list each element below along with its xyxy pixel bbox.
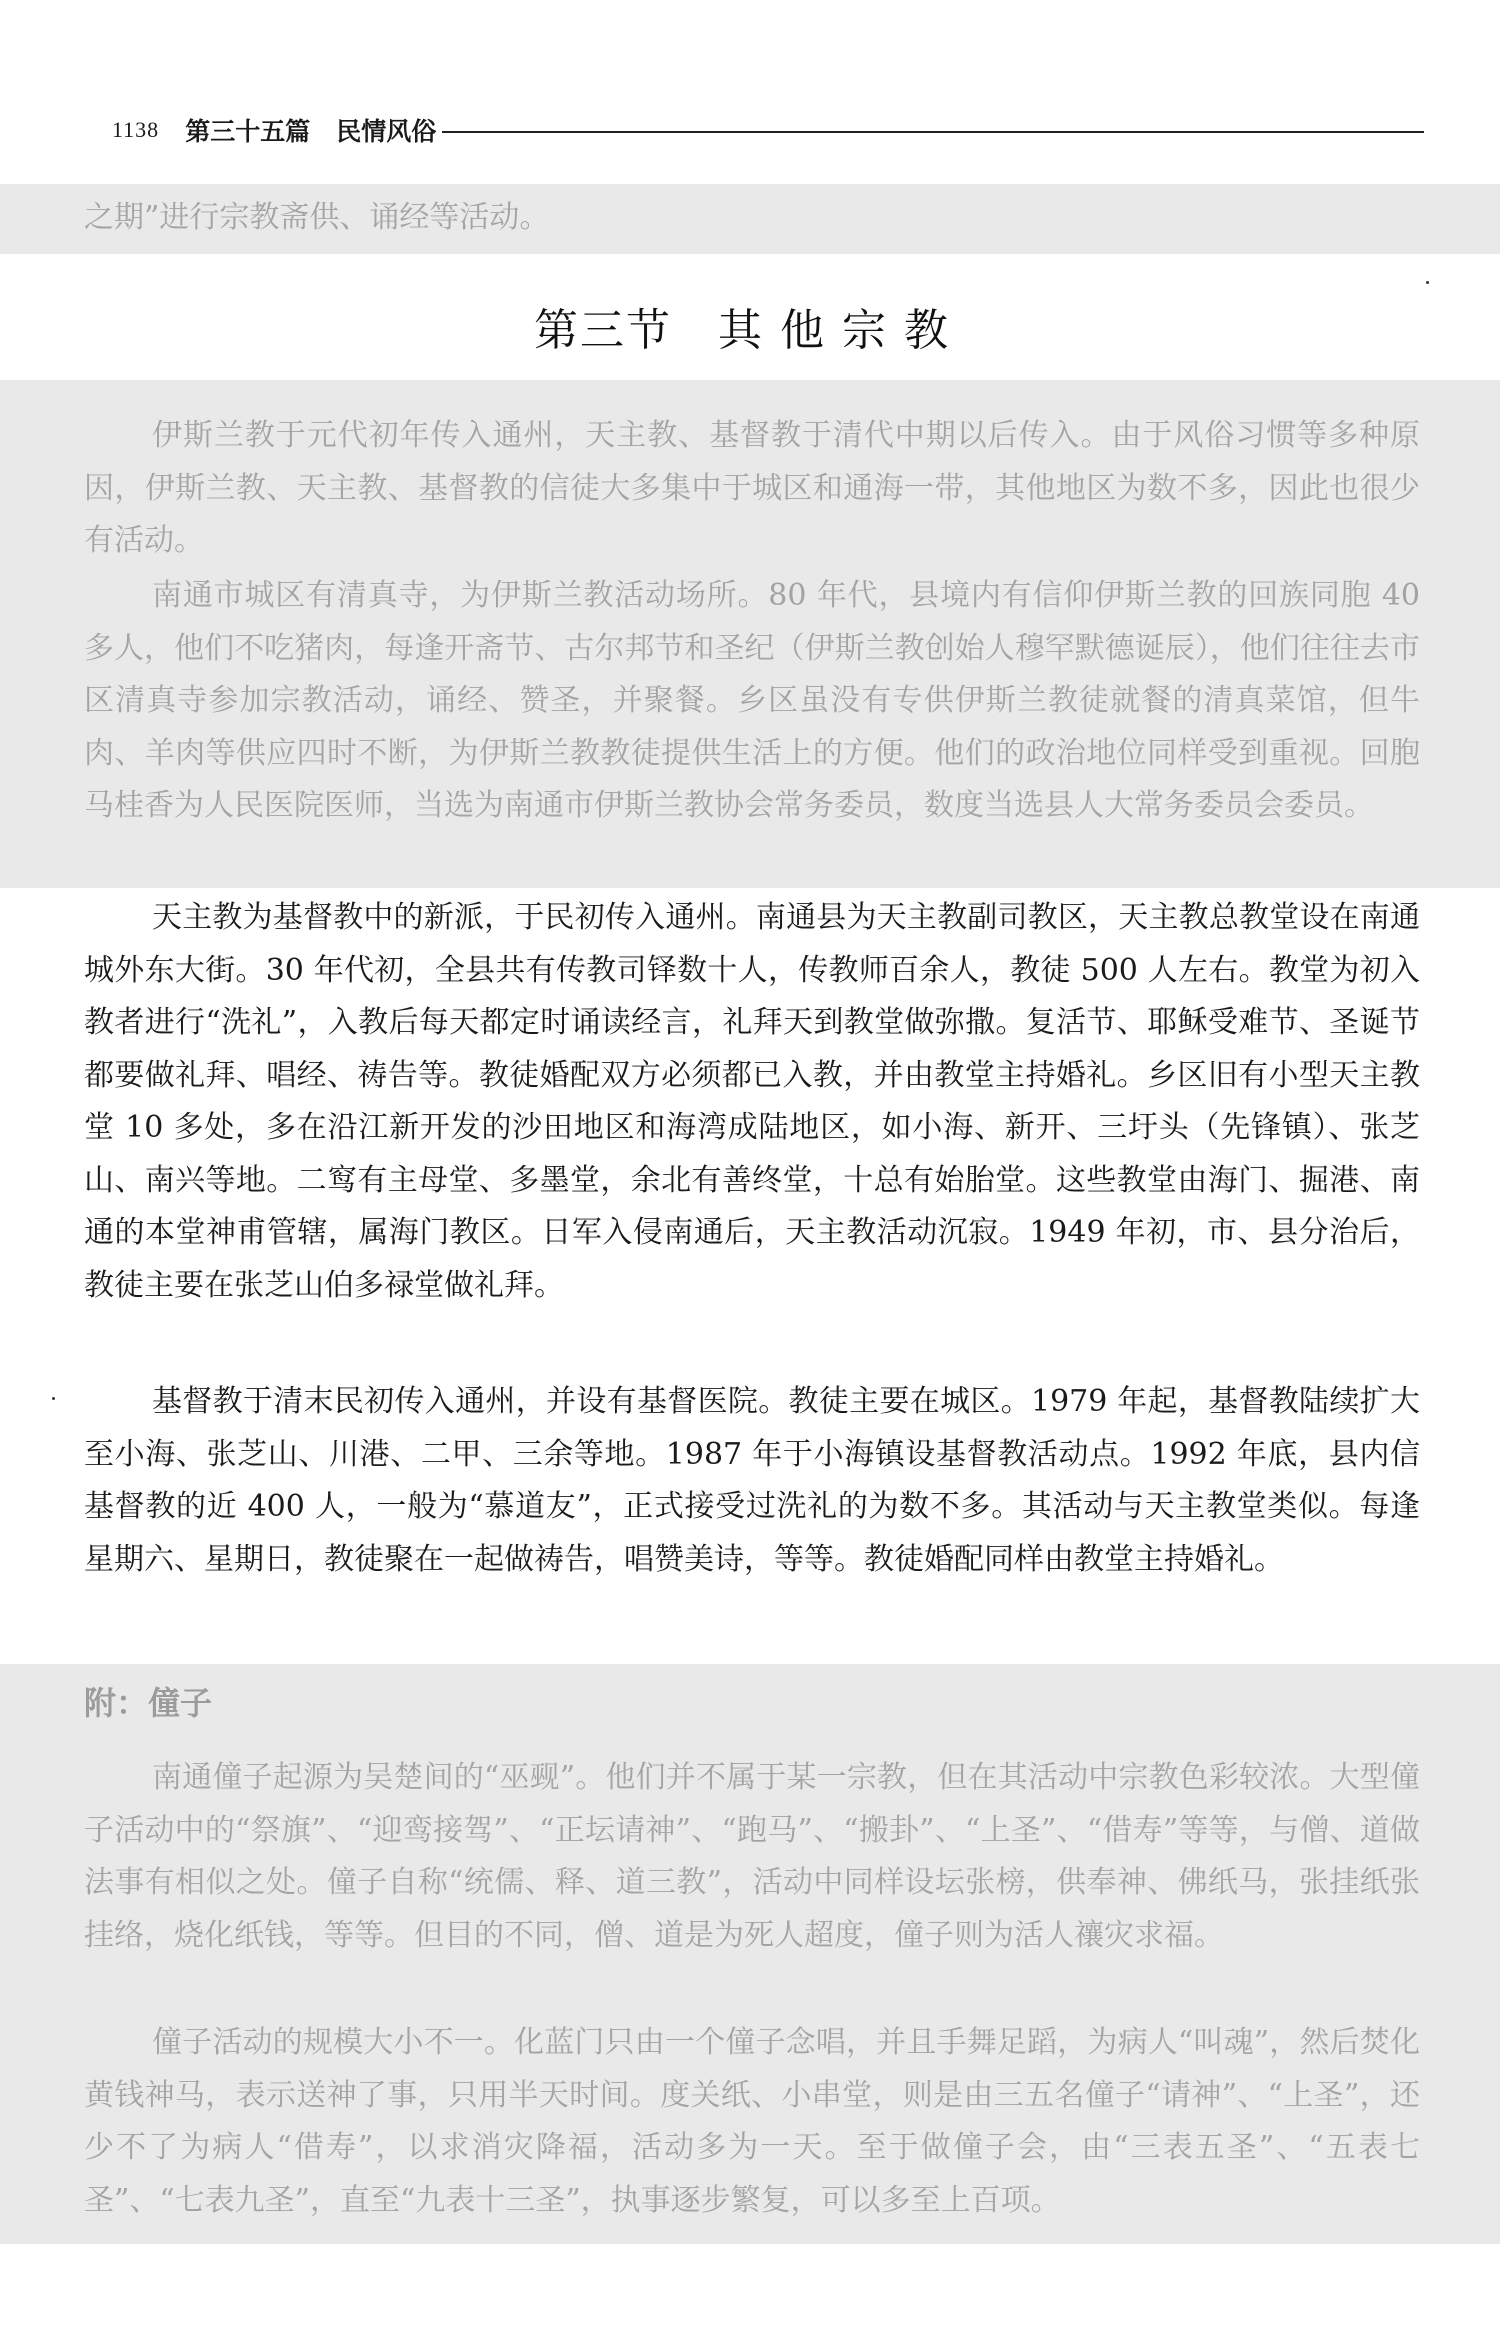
appendix-paragraph-1: 南通僮子起源为吴楚间的“巫觋”。他们并不属于某一宗教，但在其活动中宗教色彩较浓。大型僮子活动中的“祭旗”、“迎鸾接驾”、“正坛请神”、“跑马”、“搬卦”、“上圣”、“借寿”等等，与僧、道做法事有相似之处。僮子自称“统儒、释、道三教”，活动中同样设坛张榜，供奉神、佛纸马，张挂纸张挂络，烧化纸钱，等等。但目的不同，僧、道是为死人超度，僮子则为活人禳灾求福。 — [84, 1760, 1420, 1953]
appendix-heading: 附：僮子 — [84, 1684, 213, 1722]
speck-mark — [52, 1397, 55, 1400]
page-number: 1138 — [112, 117, 160, 142]
running-header — [112, 108, 1424, 152]
section-heading — [0, 294, 1500, 358]
section-title: 其他宗教 — [718, 305, 966, 356]
section-number: 第三节 — [534, 305, 672, 356]
chapter-title: 民情风俗 — [336, 117, 437, 146]
paragraph-intro: 伊斯兰教于元代初年传入通州，天主教、基督教于清代中期以后传入。由于风俗习惯等多种原因，伊斯兰教、天主教、基督教的信徒大多集中于城区和通海一带，其他地区为数不多，因此也很少有活动。 — [84, 418, 1420, 558]
speck-mark — [1426, 281, 1429, 284]
paragraph-catholic: 天主教为基督教中的新派，于民初传入通州。南通县为天主教副司教区，天主教总教堂设在南通城外东大街。30 年代初，全县共有传教司铎数十人，传教师百余人，教徒 500 人左右。教堂为初入教者进行“洗礼”，入教后每天都定时诵读经言，礼拜天到教堂做弥撒。复活节、耶稣受难节、圣诞节都要做礼拜、唱经、祷告等。教徒婚配双方必须都已入教，并由教堂主持婚礼。乡区旧有小型天主教堂 10 多处，多在沿江新开发的沙田地区和海湾成陆地区，如小海、新开、三圩头（先锋镇）、张芝山、南兴等地。二窎有主母堂、多墨堂，余北有善终堂，十总有始胎堂。这些教堂由海门、掘港、南通的本堂神甫管辖，属海门教区。日军入侵南通后，天主教活动沉寂。1949 年初，市、县分治后，教徒主要在张芝山伯多禄堂做礼拜。 — [84, 900, 1420, 1303]
part-title: 第三十五篇 — [185, 117, 311, 146]
appendix-paragraph-2: 僮子活动的规模大小不一。化蓝门只由一个僮子念唱，并且手舞足蹈，为病人“叫魂”，然后焚化黄钱神马，表示送神了事，只用半天时间。度关纸、小串堂，则是由三五名僮子“请神”、“上圣”，还少不了为病人“借寿”，以求消灾降福，活动多为一天。至于做僮子会，由“三表五圣”、“五表七圣”、“七表九圣”，直至“九表十三圣”，执事逐步繁复，可以多至上百项。 — [84, 2025, 1420, 2218]
header-rule — [442, 131, 1424, 133]
carryover-text: 之期”进行宗教斋供、诵经等活动。 — [84, 200, 550, 235]
paragraph-islam: 南通市城区有清真寺，为伊斯兰教活动场所。80 年代，县境内有信仰伊斯兰教的回族同胞 40 多人，他们不吃猪肉，每逢开斋节、古尔邦节和圣纪（伊斯兰教创始人穆罕默德诞辰），他们往往去市区清真寺参加宗教活动，诵经、赞圣，并聚餐。乡区虽没有专供伊斯兰教徒就餐的清真菜馆，但牛肉、羊肉等供应四时不断，为伊斯兰教教徒提供生活上的方便。他们的政治地位同样受到重视。回胞马桂香为人民医院医师，当选为南通市伊斯兰教协会常务委员，数度当选县人大常务委员会委员。 — [84, 578, 1420, 823]
paragraph-protestant: 基督教于清末民初传入通州，并设有基督医院。教徒主要在城区。1979 年起，基督教陆续扩大至小海、张芝山、川港、二甲、三余等地。1987 年于小海镇设基督教活动点。1992 年底，县内信基督教的近 400 人，一般为“慕道友”，正式接受过洗礼的为数不多。其活动与天主教堂类似。每逢星期六、星期日，教徒聚在一起做祷告，唱赞美诗，等等。教徒婚配同样由教堂主持婚礼。 — [84, 1384, 1420, 1577]
